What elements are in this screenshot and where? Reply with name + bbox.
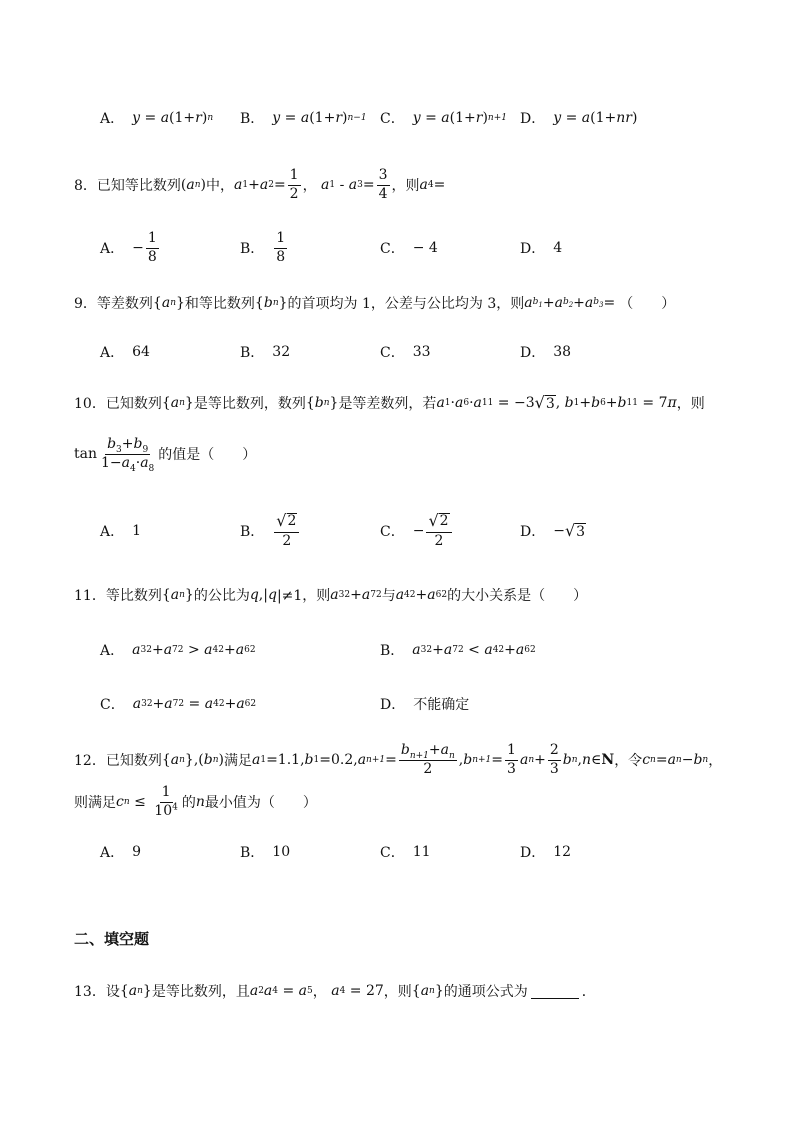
q12-option-c: C． 11 — [380, 844, 431, 861]
q10-stem-line1: 10． 已知数列 { a n } 是等比数列，数列 { b n } 是等差数列，若 a 1 · a 6 · a 11 = −3 √ 3 , b 1 + b 6 + b 11 = 7 π ，则 — [74, 392, 705, 412]
q7-option-b: B． y = a (1+ r ) n−1 — [240, 110, 367, 127]
q12-option-d: D． 12 — [520, 844, 572, 861]
section-heading-fill-in: 二、填空题 — [74, 930, 150, 948]
q8-fraction-2: $\frac{3}{4}$ — [378, 167, 388, 202]
q12-stem-line2: 则满足 c n ≤ $\frac{1}{10^4}$ 的 n 最小值为（ ） — [74, 784, 317, 819]
q11-stem: 11． 等比数列 { a n } 的公比为 q ,| q |≠1，则 a 3 2 + a 7 2 与 a 4 2 + a 6 2 的大小关系是（ ） — [74, 587, 588, 604]
q8-option-b: B． $\frac{1}{8}$ — [240, 230, 286, 265]
q7-option-c: C． y = a (1+ r ) n+1 — [380, 110, 507, 127]
q9-options — [100, 332, 700, 372]
q12-stem-line1: 12． 已知数列 { a n } , ( b n ) 满足 a 1 =1.1, b 1 =0.2, a n+1 = $\frac{b_{n+1}+a_n}{2}$ , b n+1 = $\frac{1}{3}$ a n + $\frac{2}{3}$ b n , n ∈ N ，令 c n = a n − b n ， — [74, 742, 723, 777]
q10-option-a: A． 1 — [100, 523, 142, 540]
q12-options — [100, 832, 700, 872]
q7-option-a: A． y = a (1+ r ) n — [100, 110, 214, 127]
q10-option-d: D． − √ 3 — [520, 520, 586, 540]
q11-options-row1 — [100, 630, 700, 670]
q11-option-c: C． a 3 2 + a 7 2 = a 4 2 + a 6 2 — [100, 696, 257, 713]
q10-option-b: B． √ 2 2 — [240, 508, 301, 554]
q10-option-c: C． − √ 2 2 — [380, 508, 454, 554]
q9-option-a: A． 64 — [100, 344, 150, 361]
q9-stem: 9． 等差数列 { a n } 和等比数列 { b n } 的首项均为 1，公差与公比均为 3，则 a $b_1$ + a $b_2$ + a $b_3$ = （ ） — [74, 295, 676, 312]
q9-option-b: B． 32 — [240, 344, 291, 361]
q8-option-d: D． 4 — [520, 240, 563, 257]
q8-fraction-1: $\frac{1}{2}$ — [289, 167, 299, 202]
q11-option-d: D． 不能确定 — [380, 697, 470, 713]
q9-option-d: D． 38 — [520, 344, 572, 361]
q12-option-b: B． 10 — [240, 844, 291, 861]
q9-option-c: C． 33 — [380, 344, 431, 361]
q7-option-d: D． y = a (1+ nr ) — [520, 110, 638, 127]
q10-stem-line2: tan $\frac{b_3+b_9}{1-a_4\cdot a_8}$ 的值是（ ） — [74, 436, 257, 474]
q8-option-c: C． − 4 — [380, 240, 438, 257]
q11-option-b: B． a 3 2 + a 7 2 < a 4 2 + a 6 2 — [380, 642, 536, 659]
q8-stem: 8． 已知等比数列 ( a n ) 中， a 1 + a 2 = $\frac{1}{2}$ ， a 1 - a 3 = $\frac{3}{4}$ ，则 a 4 = — [74, 167, 446, 202]
q10-options — [100, 508, 700, 554]
q11-options-row2 — [100, 684, 700, 724]
q8-options — [100, 228, 700, 268]
answer-blank[interactable] — [531, 984, 579, 999]
q7-options — [100, 98, 700, 138]
q12-option-a: A． 9 — [100, 844, 142, 861]
q13-stem: 13． 设 { a n } 是等比数列，且 a 2 a 4 = a 5 ， a 4 = 27 ，则 { a n } 的通项公式为 ． — [74, 983, 596, 1000]
q11-option-a: A． a 3 2 + a 7 2 > a 4 2 + a 6 2 — [100, 642, 256, 659]
q10-tan-fraction: $\frac{b_3+b_9}{1-a_4\cdot a_8}$ — [101, 436, 155, 474]
q8-option-a: A． − $\frac{1}{8}$ — [100, 230, 157, 265]
